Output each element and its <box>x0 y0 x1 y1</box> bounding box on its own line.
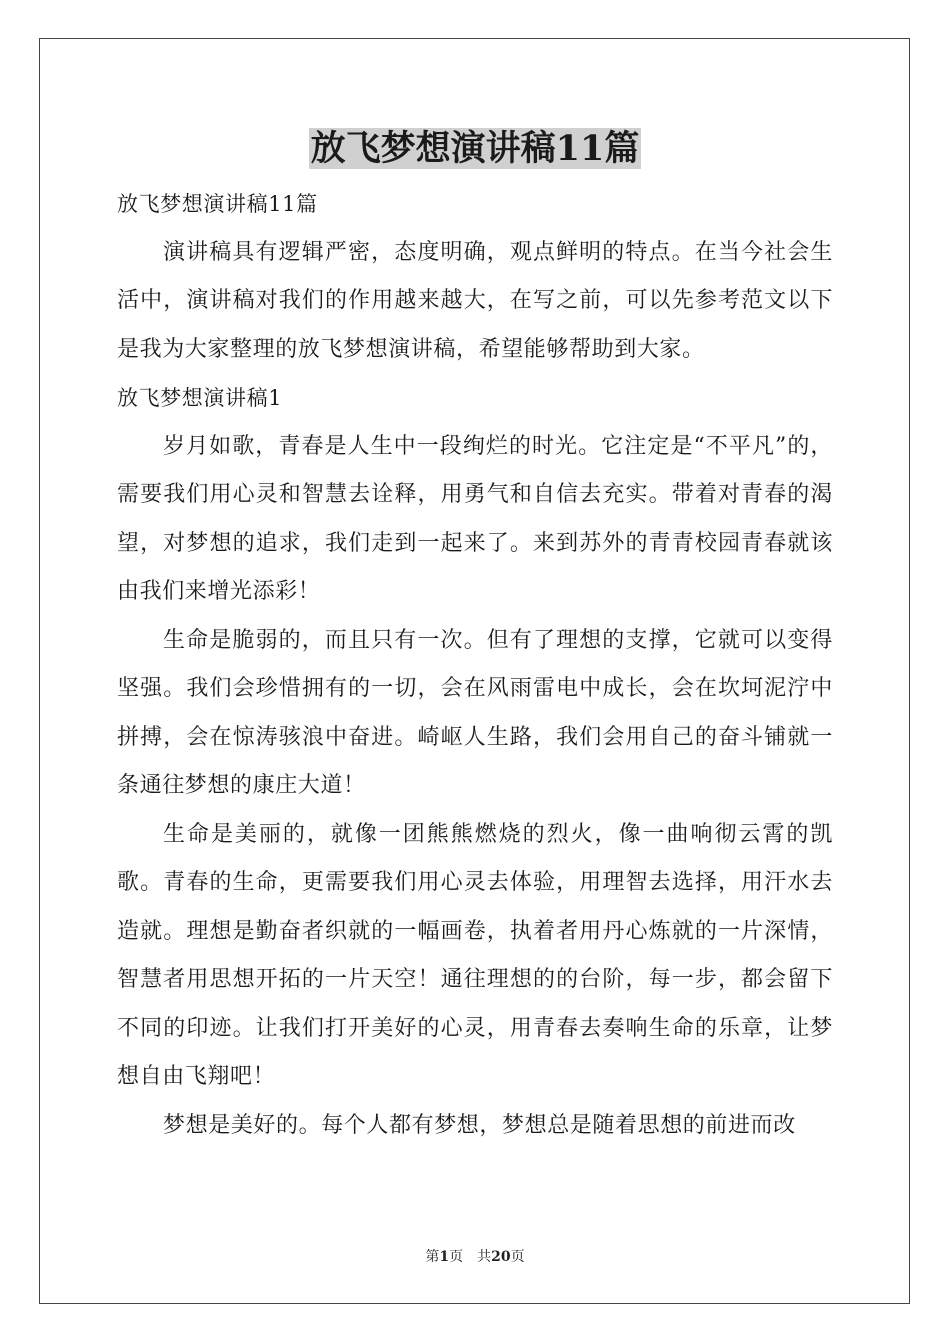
footer-mid: 页 共 <box>449 1249 492 1265</box>
footer-total-pages: 20 <box>491 1249 511 1265</box>
document-title <box>0 126 950 172</box>
body-paragraph-3: 生命是美丽的，就像一团熊熊燃烧的烈火，像一曲响彻云霄的凯歌。青春的生命，更需要我们用心灵去体验，用理智去选择，用汗水去造就。理想是勤奋者织就的一幅画卷，执着者用丹心炼就的一片深情，智慧者用思想开拓的一片天空！通往理想的的台阶，每一步，都会留下不同的印迹。让我们打开美好的心灵，用青春去奏响生命的乐章，让梦想自由飞翔吧！ <box>117 821 833 1089</box>
page-number-footer <box>0 1248 950 1266</box>
document-body <box>117 180 833 1150</box>
intro-paragraph: 演讲稿具有逻辑严密，态度明确，观点鲜明的特点。在当今社会生活中，演讲稿对我们的作用越来越大，在写之前，可以先参考范文以下是我为大家整理的放飞梦想演讲稿，希望能够帮助到大家。 <box>117 239 833 362</box>
footer-suffix: 页 <box>510 1249 525 1265</box>
body-paragraph-4: 梦想是美好的。每个人都有梦想，梦想总是随着思想的前进而改 <box>163 1112 796 1138</box>
section-heading: 放飞梦想演讲稿1 <box>117 386 283 410</box>
document-title-text: 放飞梦想演讲稿11篇 <box>310 128 640 169</box>
body-paragraph-1: 岁月如歌，青春是人生中一段绚烂的时光。它注定是“不平凡”的，需要我们用心灵和智慧去诠释，用勇气和自信去充实。带着对青春的渴望，对梦想的追求，我们走到一起来了。来到苏外的青青校园青春就该由我们来增光添彩！ <box>117 433 833 604</box>
body-paragraph-2: 生命是脆弱的，而且只有一次。但有了理想的支撑，它就可以变得坚强。我们会珍惜拥有的一切，会在风雨雷电中成长，会在坎坷泥泞中拼搏，会在惊涛骇浪中奋进。崎岖人生路，我们会用自己的奋斗铺就一条通往梦想的康庄大道！ <box>117 627 833 798</box>
footer-current-page: 1 <box>439 1249 450 1265</box>
document-subtitle: 放飞梦想演讲稿11篇 <box>117 192 318 216</box>
footer-prefix: 第 <box>425 1249 440 1265</box>
